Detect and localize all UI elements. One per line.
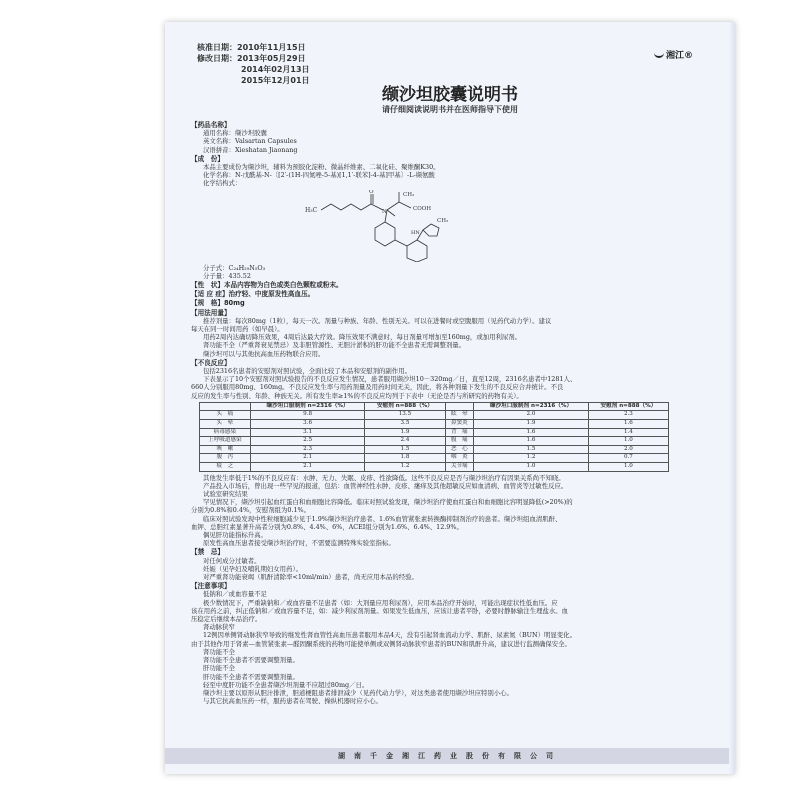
table-cell: 1.6 xyxy=(474,437,589,446)
section-heading-adverse: 【不良反应】 xyxy=(191,358,231,367)
text-line: 临床对照试验发现中性粒细胞减少见于1.9%缬沙坦治疗患者、1.6%血管紧张素转换酶抑制剂治疗的患者。缬沙坦组血清肌酐、 xyxy=(203,514,562,523)
table-cell: 1.0 xyxy=(588,437,668,446)
table-header-row xyxy=(200,402,669,411)
text-line: 肾功能不全（严重肾衰见禁忌）及非胆管源性、无胆汁淤积的肝功能不全患者无需调整剂量。 xyxy=(203,341,466,350)
text-line: 对严重肾功能衰竭（肌酐清除率<10ml/min）患者，尚无应用本品的经验。 xyxy=(203,573,418,582)
adverse-reaction-table xyxy=(199,402,669,472)
text-line: 肝功能不全患者不需要调整剂量。 xyxy=(203,672,299,681)
text-line: 对任何成分过敏者。 xyxy=(203,556,261,565)
text-line: 肾动脉狭窄 xyxy=(203,623,235,632)
table-cell: 2.1 xyxy=(250,454,365,463)
text-line: 缬沙坦可以与其他抗高血压药物联合应用。 xyxy=(203,349,325,358)
text-line: 缬沙坦主要以原形从胆汁排泄，胆道梗阻患者排泄减少（见药代动力学），对这类患者使用缬沙坦应特别小心。 xyxy=(203,688,513,697)
table-cell: 2.0 xyxy=(474,411,589,420)
table-cell: 1.9 xyxy=(474,420,589,429)
table-cell: 眩 晕 xyxy=(445,411,474,420)
company-footer: 湖南千金湘江药业股份有限公司 xyxy=(165,748,735,764)
table-header-cell: 缬沙坦口服制剂 n=2316（%） xyxy=(250,402,365,411)
table-cell: 疲 乏 xyxy=(200,463,251,472)
table-cell: 2.1 xyxy=(250,463,365,472)
text-line: 化学结构式： xyxy=(203,179,242,188)
text-line: 该在用药之前，纠正低钠和／或血容量不足，如：减少利尿剂剂量。如果发生低血压，应该让患者平卧，必要时静脉输注生理盐水。血 xyxy=(191,606,569,615)
text-line: 轻至中度肝功能不全患者缬沙坦剂量不应超过80mg／日。 xyxy=(203,680,369,689)
table-cell: 2.0 xyxy=(588,445,668,454)
text-line: 肝功能不全 xyxy=(203,664,235,673)
section-indication: 【适 应 症】治疗轻、中度原发性高血压。 xyxy=(191,290,315,299)
table-cell: 2.3 xyxy=(250,445,365,454)
table-row xyxy=(200,454,669,463)
text-line: 产品投入市场后，曾出现一些罕见的报道，包括：血管神经性水肿、皮疹、瘙痒及其他超敏反应如血清病、血管炎等过敏性反应。 xyxy=(203,481,568,490)
formula-line: 分子式：C₂₄H₂₉N₅O₃ xyxy=(203,263,266,272)
text-line: 本品主要成份为缬沙坦，辅料为预胶化淀粉、微晶纤维素、二氧化硅、聚维酮K30。 xyxy=(203,163,440,172)
table-cell: 1.4 xyxy=(588,428,668,437)
table-cell: 9.8 xyxy=(250,411,365,420)
text-line: 包括2316名患者的安慰剂对照试验，全面比较了本品和安慰剂的副作用。 xyxy=(203,367,411,376)
table-cell: 上呼吸道感染 xyxy=(200,437,251,446)
document-title: 缬沙坦胶囊说明书 xyxy=(382,85,518,105)
text-line: 每天在同一时间用药（如早晨）。 xyxy=(191,325,284,334)
table-cell: 3.1 xyxy=(250,428,365,437)
table-cell: 关节痛 xyxy=(445,463,474,472)
trademark-icon: ® xyxy=(684,51,693,61)
section-heading-name: 【药品名称】 xyxy=(191,121,231,129)
date-row: 2014年02月13日 xyxy=(241,65,310,74)
text-line: 极少数情况下，严重缺钠和／或血容量不足患者（如：大剂量应用利尿剂），应用本品治疗开始时，可能出现症状性低血压。应 xyxy=(203,598,558,607)
table-row xyxy=(200,411,669,420)
structure-label: HN xyxy=(411,229,420,236)
scan-shadow xyxy=(729,22,735,774)
table-row xyxy=(200,445,669,454)
text-line: 低钠和／或血容量不足 xyxy=(203,590,267,599)
text-line: 反应的发生率与性别、年龄、种族无关。所有发生率≥1%的不良反应均列于下表中（无论是否与所研究的药物有关）。 xyxy=(191,391,523,400)
section-properties: 【性 状】本品内容物为白色或类白色颗粒或粉末。 xyxy=(191,281,343,290)
table-row xyxy=(200,420,669,429)
text-line: 其他发生率低于1%的不良反应有：水肿、无力、失眠、皮疹、性欲降低。这些不良反应是否与缬沙坦治疗有因果关系尚不知晓。 xyxy=(203,473,565,482)
section-spec: 【规 格】80mg xyxy=(191,299,245,308)
text-line: 罕见情况下，缬沙坦引起血红蛋白和血细胞比容降低。临床对照试验发现，缬沙坦治疗使血红蛋白和血细胞比容明显降低(>20%)的 xyxy=(203,498,573,507)
table-cell: 3.6 xyxy=(250,420,365,429)
instruction-sheet xyxy=(165,22,735,774)
table-header-cell: 安慰剂 n=888（%） xyxy=(588,402,668,411)
table-header-cell xyxy=(200,402,251,411)
structure-label: O xyxy=(369,189,374,195)
date-row: 2015年12月01日 xyxy=(241,76,310,85)
table-cell: 头 痛 xyxy=(200,411,251,420)
table-cell: 头 晕 xyxy=(200,420,251,429)
table-cell: 咳 嗽 xyxy=(200,445,251,454)
section-heading-dosage: 【用法用量】 xyxy=(191,308,231,317)
text-line: 压稳定后继续本品治疗。 xyxy=(191,615,262,624)
chemical-structure xyxy=(191,190,709,262)
text-line: 妊娠（见孕妇及哺乳期妇女用药）。 xyxy=(203,564,303,573)
table-cell: 2.5 xyxy=(250,437,365,446)
text-line: 肾功能不全 xyxy=(203,647,235,656)
structure-label: CH₃ xyxy=(437,217,449,224)
text-line: 用药2周内达确切降压效果，4周后达最大疗效。降压效果不满意时，每日剂量可增加至160mg，或加用利尿剂。 xyxy=(203,333,522,342)
section-heading-contraindications: 【禁 忌】 xyxy=(191,548,224,557)
table-cell: 1.6 xyxy=(588,420,668,429)
text-line: 由于其他作用于肾素—血管紧张素—醛固酮系统的药物可能使单侧或双侧肾动脉狭窄患者的BUN和肌酐升高，建议进行监测确保安全。 xyxy=(191,639,571,648)
text-line: 12例因单侧肾动脉狭窄导致的继发性肾血管性高血压患者服用本品4天，没有引起肾血流动力学、肌酐、尿素氮（BUN）明显变化。 xyxy=(203,631,576,640)
structure-label: N xyxy=(382,208,387,215)
structure-label: H₃C xyxy=(305,206,318,214)
table-header-cell: 缬沙坦口服制剂 n=2316（%） xyxy=(474,402,589,411)
table-cell: 0.7 xyxy=(588,454,668,463)
text-line: 原发性高血压患者接受缬沙坦治疗时，不需要监测特殊实验室指标。 xyxy=(203,539,395,548)
table-row xyxy=(200,428,669,437)
text-line: 化学名称：N-戊酰基-N-〔[2′-(1H-四氮唑-5-基)[1,1′-联苯]-4-基]甲基〕-L-缬氨酸 xyxy=(203,171,435,180)
table-cell: 2.3 xyxy=(588,411,668,420)
table-cell: 病毒感染 xyxy=(200,428,251,437)
table-cell: 鼻窦炎 xyxy=(445,420,474,429)
text-line: 偶见肝功能指标升高。 xyxy=(203,531,267,540)
table-cell: 1.2 xyxy=(474,454,589,463)
table-cell: 3.5 xyxy=(365,420,445,429)
table-cell: 1.9 xyxy=(365,428,445,437)
text-line: 肾功能不全患者不需要调整剂量。 xyxy=(203,656,299,665)
text-line: 血钾、总胆红素显著升高者分别为0.8%、4.4%、6%，ACEI组分别为1.6%、6.4%、12.9%。 xyxy=(191,522,463,531)
table-cell: 咽 炎 xyxy=(445,454,474,463)
text-line: 试验室研究结果 xyxy=(203,490,248,499)
text-line: 英文名称：Valsartan Capsules xyxy=(203,137,297,146)
swoosh-icon xyxy=(654,51,664,58)
structure-drawing xyxy=(291,190,591,262)
table-header-cell: 安慰剂 n=888（%） xyxy=(365,402,445,411)
table-cell: 1.8 xyxy=(365,454,445,463)
table-cell: 1.2 xyxy=(365,463,445,472)
table-cell: 背 痛 xyxy=(445,428,474,437)
table-row xyxy=(200,463,669,472)
table-cell: 2.4 xyxy=(365,437,445,446)
table-cell: 腹 泻 xyxy=(200,454,251,463)
date-row: 核准日期：2010年11月15日 xyxy=(197,43,306,52)
structure-label: CH₃ xyxy=(403,191,415,198)
table-cell: 1.5 xyxy=(474,445,589,454)
table-cell: 恶 心 xyxy=(445,445,474,454)
structure-label: COOH xyxy=(413,205,432,212)
text-line: 下表显示了10个安慰剂对照试验报告的不良反应发生情况，患者服用缬沙坦10－320mg／日，直至12周，2316名患者中1281人、 xyxy=(203,375,577,384)
text-line: 通用名称：缬沙坦胶囊 xyxy=(203,129,267,138)
text-line: 推荐剂量：每次80mg（1粒），每天一次。剂量与种族、年龄、性别无关。可以在进餐时或空腹服用（见药代动力学）。建议 xyxy=(203,316,552,325)
text-line: 汉语拼音：Xieshatan Jiaonang xyxy=(203,145,298,154)
company-logo: 湘江® xyxy=(654,48,693,61)
table-cell: 1.6 xyxy=(474,428,589,437)
section-heading-precautions: 【注意事项】 xyxy=(191,582,231,591)
table-cell: 1.5 xyxy=(365,445,445,454)
text-line: 分别为0.8%和0.4%，安慰剂组为0.1%。 xyxy=(191,506,311,515)
table-cell: 1.0 xyxy=(474,463,589,472)
table-cell: 腹 痛 xyxy=(445,437,474,446)
date-row: 修改日期：2013年05月29日 xyxy=(197,54,306,63)
document-body xyxy=(191,120,709,705)
document-subtitle: 请仔细阅读说明书并在医师指导下使用 xyxy=(382,105,518,114)
text-line: 与其它抗高血压药一样，服药患者在驾驶、操纵机器时应小心。 xyxy=(203,697,382,706)
table-row xyxy=(200,437,669,446)
mw-line: 分子量：435.52 xyxy=(203,271,251,280)
table-cell: 13.5 xyxy=(365,411,445,420)
table-cell: 1.0 xyxy=(588,463,668,472)
table-header-cell xyxy=(445,402,474,411)
section-heading-composition: 【成 份】 xyxy=(191,154,224,163)
text-line: 660人分别服用80mg、160mg。不良反应发生率与用药剂量及用药时间无关，因此，将各种剂量下发生的不良反应合并统计。不良 xyxy=(191,383,564,392)
